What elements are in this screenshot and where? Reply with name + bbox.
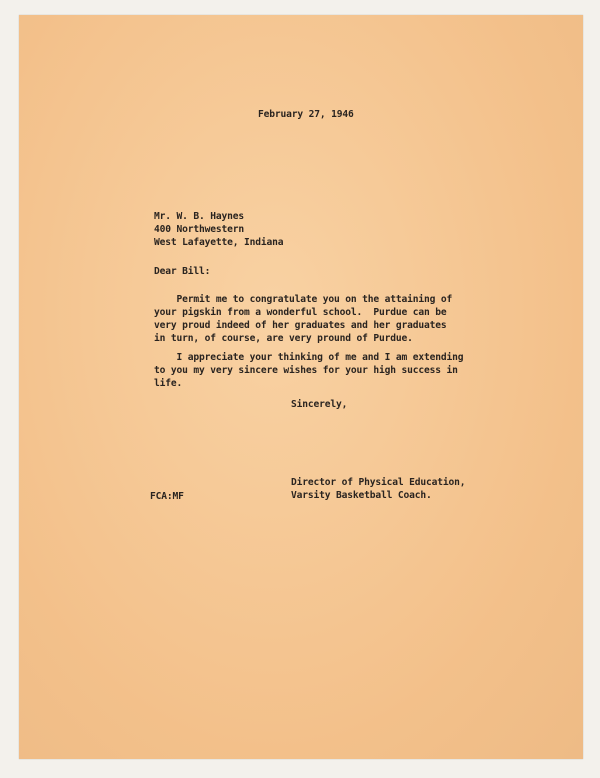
salutation: Dear Bill: xyxy=(154,266,211,277)
paragraph-line: life. xyxy=(154,378,183,389)
closing: Sincerely, xyxy=(291,399,348,410)
signature-title-line-1: Director of Physical Education, xyxy=(291,477,466,488)
reference-initials: FCA:MF xyxy=(150,491,184,502)
letter-page xyxy=(19,15,583,759)
paragraph-line: to you my very sincere wishes for your high success in xyxy=(154,365,458,376)
paragraph-line: Permit me to congratulate you on the attaining of xyxy=(154,294,453,305)
letter-date: February 27, 1946 xyxy=(258,109,354,120)
recipient-name: Mr. W. B. Haynes xyxy=(154,211,245,222)
signature-title-line-2: Varsity Basketball Coach. xyxy=(291,490,432,501)
recipient-street: 400 Northwestern xyxy=(154,224,245,235)
paragraph-line: in turn, of course, are very pround of Purdue. xyxy=(154,333,413,344)
recipient-city: West Lafayette, Indiana xyxy=(154,237,284,248)
paragraph-line: your pigskin from a wonderful school. Purdue can be xyxy=(154,307,447,318)
paragraph-line: I appreciate your thinking of me and I am extending xyxy=(154,352,464,363)
paragraph-line: very proud indeed of her graduates and her graduates xyxy=(154,320,447,331)
